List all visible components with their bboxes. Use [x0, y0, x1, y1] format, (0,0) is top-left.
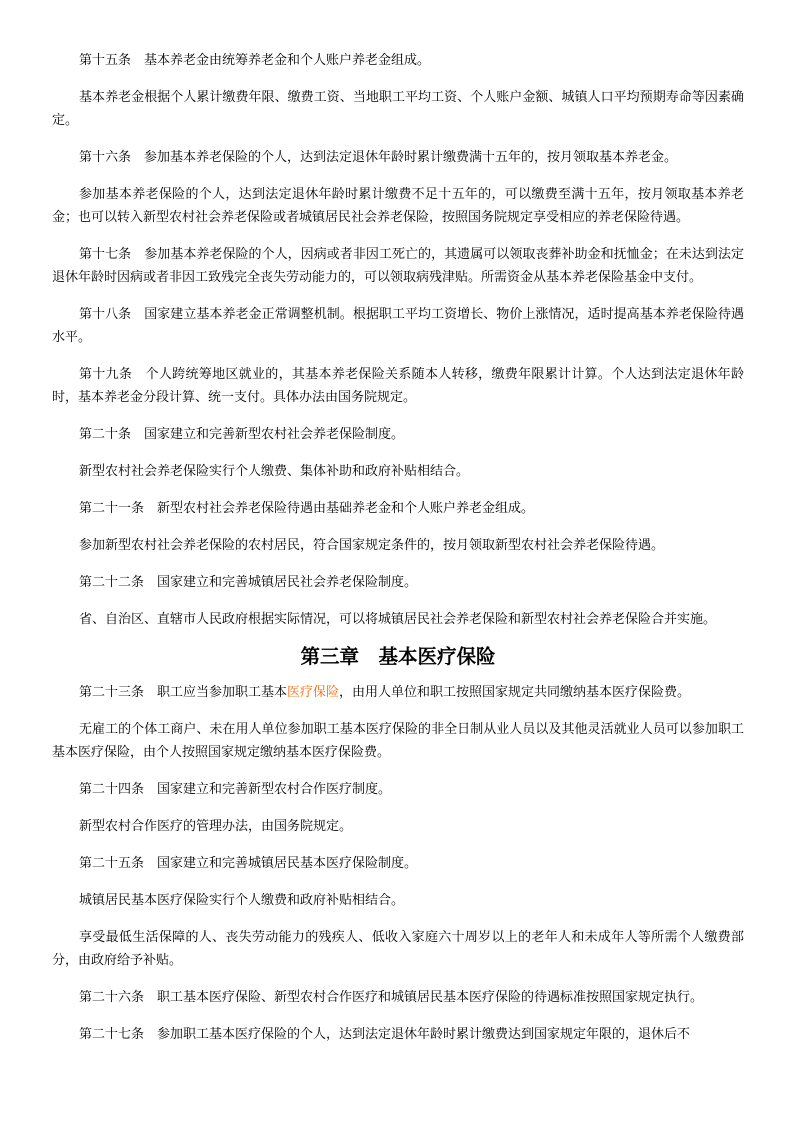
article-text: 国家建立和完善城镇居民基本医疗保险制度。 [157, 856, 418, 871]
article-text: 参加职工基本医疗保险的个人，达到法定退休年龄时累计缴费达到国家规定年限的，退休后不 [157, 1027, 691, 1042]
article-text: 基本养老金由统筹养老金和个人账户养老金组成。 [144, 53, 431, 68]
article-16 [52, 146, 744, 169]
article-text: 国家建立和完善城镇居民社会养老保险制度。 [157, 575, 418, 590]
paragraph [52, 86, 744, 132]
paragraph [52, 889, 744, 912]
paragraph [52, 460, 744, 483]
article-text: 国家建立基本养老金正常调整机制。根据职工平均工资增长、物价上涨情况，适时提高基本养老保险待遇水平。 [52, 307, 744, 345]
article-number: 第二十四条 [79, 782, 145, 797]
article-25 [52, 852, 744, 875]
article-number: 第二十条 [79, 427, 132, 442]
article-text: 国家建立和完善新型农村合作医疗制度。 [157, 782, 392, 797]
article-number: 第二十六条 [79, 990, 145, 1005]
paragraph [52, 183, 744, 229]
article-number: 第十九条 [79, 367, 133, 382]
paragraph-text: 无雇工的个体工商户、未在用人单位参加职工基本医疗保险的非全日制从业人员以及其他灵活就业人员可以参加职工基本医疗保险，由个人按照国家规定缴纳基本医疗保险费。 [52, 722, 744, 760]
article-18 [52, 303, 744, 349]
article-number: 第二十三条 [79, 685, 145, 700]
article-number: 第二十七条 [79, 1027, 145, 1042]
article-19 [52, 363, 744, 409]
paragraph-text: 基本养老金根据个人累计缴费年限、缴费工资、当地职工平均工资、个人账户金额、城镇人口平均预期寿命等因素确定。 [52, 90, 744, 128]
article-17 [52, 243, 744, 289]
article-text: 参加基本养老保险的个人，达到法定退休年龄时累计缴费满十五年的，按月领取基本养老金。 [144, 150, 678, 165]
paragraph-text: 城镇居民基本医疗保险实行个人缴费和政府补贴相结合。 [79, 893, 405, 908]
article-text: 新型农村社会养老保险待遇由基础养老金和个人账户养老金组成。 [157, 501, 535, 516]
article-number: 第十七条 [79, 247, 132, 262]
paragraph [52, 926, 744, 972]
article-text: 国家建立和完善新型农村社会养老保险制度。 [144, 427, 405, 442]
paragraph [52, 815, 744, 838]
article-number: 第二十五条 [79, 856, 145, 871]
article-15 [52, 49, 744, 72]
article-text: 职工基本医疗保险、新型农村合作医疗和城镇居民基本医疗保险的待遇标准按照国家规定执行。 [157, 990, 704, 1005]
paragraph-text: 参加基本养老保险的个人，达到法定退休年龄时累计缴费不足十五年的，可以缴费至满十五年，按月领取基本养老金；也可以转入新型农村社会养老保险或者城镇居民社会养老保险，按照国务院规定享受相应的养老保险待遇。 [52, 187, 744, 225]
medical-insurance-link[interactable]: 医疗保险 [287, 685, 340, 700]
article-24 [52, 778, 744, 801]
article-23 [52, 681, 744, 704]
article-text: 参加基本养老保险的个人，因病或者非因工死亡的，其遗属可以领取丧葬补助金和抚恤金；在未达到法定退休年龄时因病或者非因工致残完全丧失劳动能力的，可以领取病残津贴。所需资金从基本养老保险基金中支付。 [52, 247, 744, 285]
article-number: 第十八条 [79, 307, 132, 322]
article-number: 第二十二条 [79, 575, 145, 590]
paragraph-text: 省、自治区、直辖市人民政府根据实际情况，可以将城镇居民社会养老保险和新型农村社会养老保险合并实施。 [79, 612, 717, 627]
article-number: 第十五条 [79, 53, 132, 68]
article-22 [52, 571, 744, 594]
paragraph-text: 新型农村合作医疗的管理办法，由国务院规定。 [79, 819, 353, 834]
chapter-title: 第三章 基本医疗保险 [300, 645, 496, 668]
paragraph [52, 608, 744, 631]
paragraph-text: 新型农村社会养老保险实行个人缴费、集体补助和政府补贴相结合。 [79, 464, 470, 479]
document-page [52, 49, 744, 1060]
paragraph-text: 参加新型农村社会养老保险的农村居民，符合国家规定条件的，按月领取新型农村社会养老保险待遇。 [79, 538, 665, 553]
article-text: ，由用人单位和职工按照国家规定共同缴纳基本医疗保险费。 [339, 685, 691, 700]
article-26 [52, 986, 744, 1009]
paragraph-text: 享受最低生活保障的人、丧失劳动能力的残疾人、低收入家庭六十周岁以上的老年人和未成年人等所需个人缴费部分，由政府给予补贴。 [52, 930, 744, 968]
article-text: 职工应当参加职工基本 [157, 685, 288, 700]
article-21 [52, 497, 744, 520]
paragraph [52, 534, 744, 557]
article-text: 个人跨统筹地区就业的，其基本养老保险关系随本人转移，缴费年限累计计算。个人达到法定退休年龄时，基本养老金分段计算、统一支付。具体办法由国务院规定。 [52, 367, 744, 405]
section-medical [52, 681, 744, 1046]
article-27 [52, 1023, 744, 1046]
article-20 [52, 423, 744, 446]
article-number: 第十六条 [79, 150, 132, 165]
paragraph [52, 718, 744, 764]
section-pension [52, 49, 744, 631]
article-number: 第二十一条 [79, 501, 145, 516]
